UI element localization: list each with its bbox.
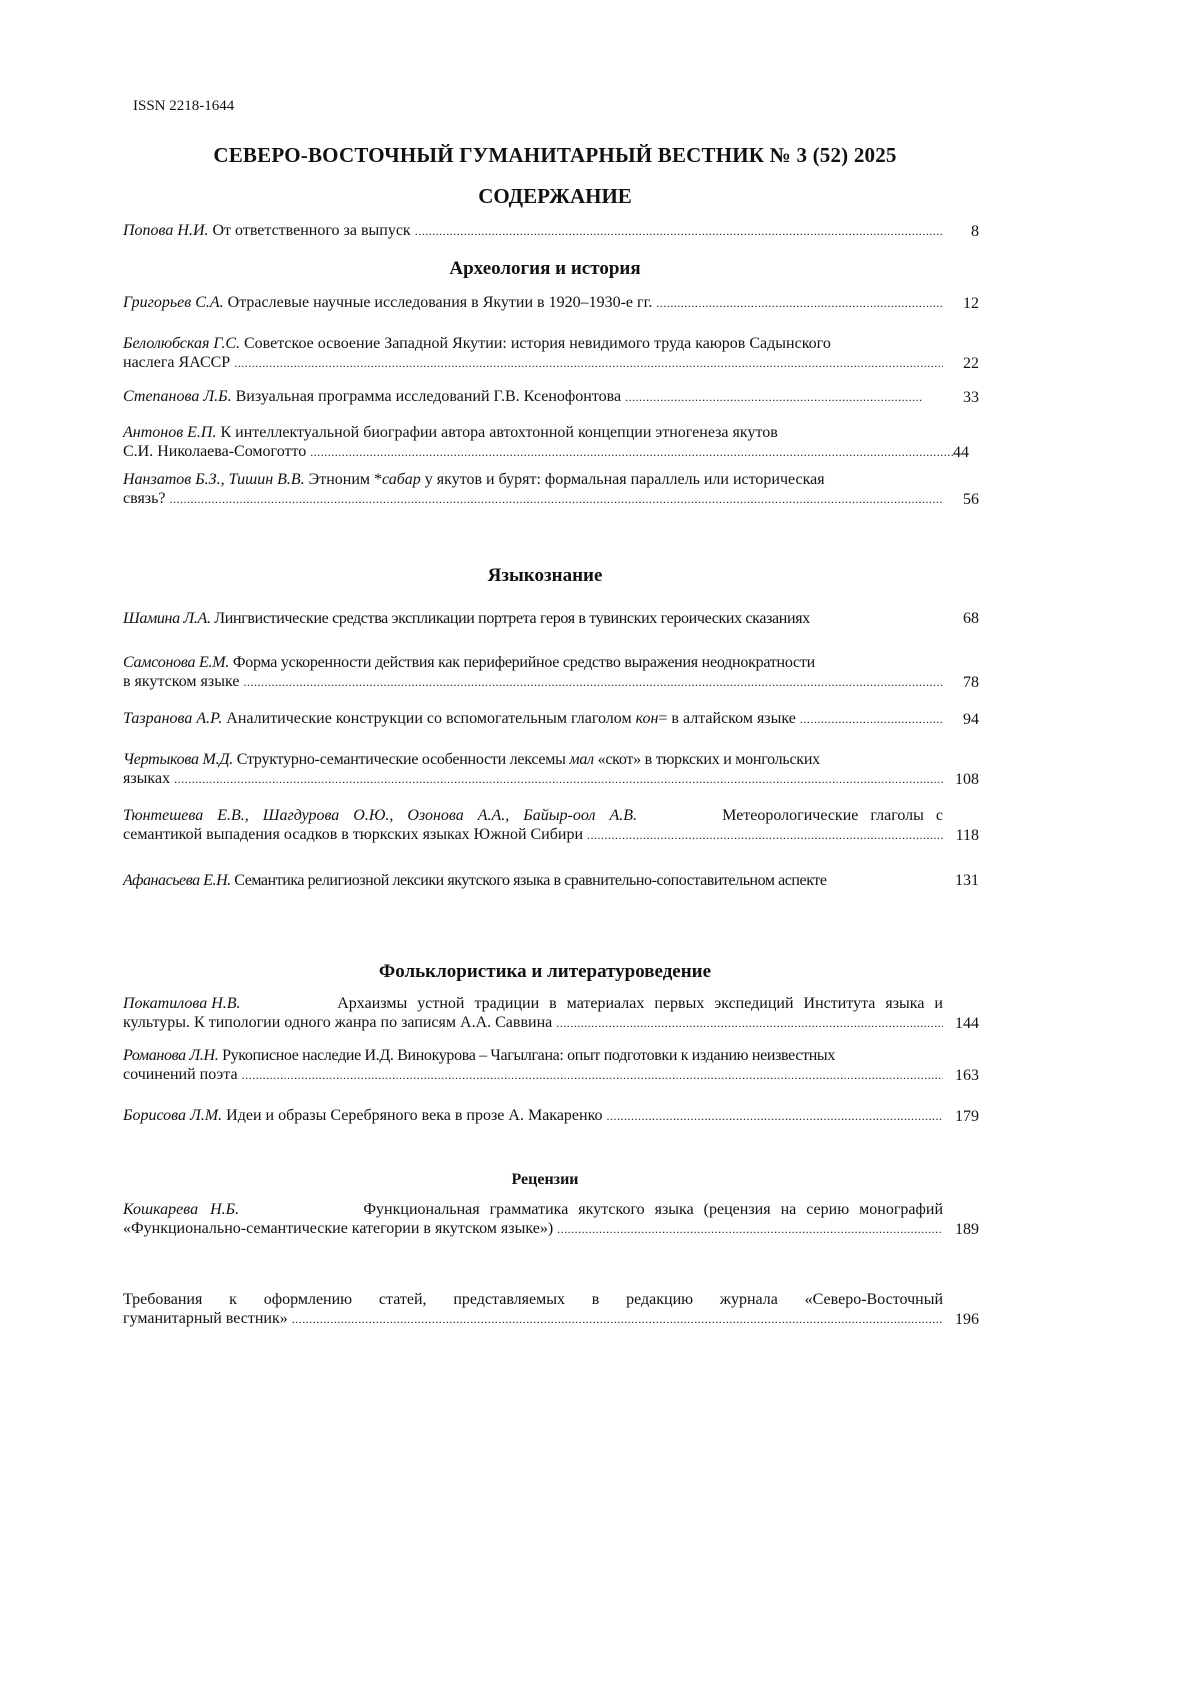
toc-entry[interactable] <box>123 387 979 407</box>
entry-title-cont: в якутском языке <box>123 673 240 690</box>
entry-title: Функциональная грамматика якутского языка (рецензия на серию монографий <box>363 1201 943 1218</box>
issn: ISSN 2218-1644 <box>133 98 235 114</box>
entry-title-cont: сочинений поэта <box>123 1066 238 1083</box>
entry-page: 179 <box>955 1108 979 1125</box>
entry-page: 22 <box>963 355 979 372</box>
toc-entry[interactable] <box>123 1106 979 1126</box>
entry-title: Семантика религиозной лексики якутского языка в сравнительно-сопоставительном аспекте <box>234 872 827 889</box>
entry-title: Этноним * <box>308 471 383 488</box>
entry-page: 8 <box>971 223 979 240</box>
entry-author: Покатилова Н.В. <box>123 995 241 1012</box>
entry-title: К интеллектуальной биографии автора автохтонной концепции этногенеза якутов <box>220 424 778 441</box>
entry-title-cont: «Функционально-семантические категории в якутском языке») <box>123 1220 554 1237</box>
entry-title: Визуальная программа исследований Г.В. Ксенофонтова <box>235 388 622 405</box>
toc-entry[interactable] <box>123 871 979 890</box>
entry-author: Попова Н.И. <box>123 222 209 239</box>
entry-page: 144 <box>955 1015 979 1032</box>
entry-title: Идеи и образы Серебряного века в прозе А. Макаренко <box>226 1107 603 1124</box>
entry-page: 131 <box>955 872 979 889</box>
entry-title: Аналитические конструкции со вспомогательным глаголом <box>226 710 636 727</box>
leader-dots <box>587 825 943 845</box>
toc-entry[interactable] <box>123 709 979 729</box>
entry-title-cont: языках <box>123 770 171 787</box>
leader-dots <box>242 1065 943 1085</box>
toc-entry[interactable] <box>123 221 979 241</box>
leader-dots <box>292 1309 943 1329</box>
leader-dots <box>243 672 943 692</box>
section-title: Языкознание <box>487 565 603 586</box>
entry-title-italic: мал <box>569 751 594 768</box>
entry-title-italic: сабар <box>382 471 421 488</box>
entry-page: 78 <box>963 674 979 691</box>
entry-page: 189 <box>955 1221 979 1238</box>
leader-dots <box>234 353 943 373</box>
leader-dots <box>310 442 953 462</box>
contents-title: СОДЕРЖАНИЕ <box>478 184 632 208</box>
entry-author: Белолюбская Г.С. <box>123 335 240 352</box>
leader-dots <box>656 293 943 313</box>
entry-author: Афанасьева Е.Н. <box>123 872 231 889</box>
entry-title: «скот» в тюркских и монгольских <box>593 751 820 768</box>
leader-dots <box>556 1013 943 1033</box>
toc-entry[interactable] <box>123 334 979 373</box>
toc-entry[interactable] <box>123 806 979 845</box>
entry-title-cont: наслега ЯАССР <box>123 354 231 371</box>
entry-title-cont: С.И. Николаева-Сомоготто <box>123 443 307 460</box>
entry-title: Архаизмы устной традиции в материалах первых экспедиций Института языка и <box>337 995 943 1012</box>
entry-page: 56 <box>963 491 979 508</box>
leader-dots <box>625 387 923 407</box>
journal-title: СЕВЕРО-ВОСТОЧНЫЙ ГУМАНИТАРНЫЙ ВЕСТНИК № 3 (52) 2025 <box>213 143 897 167</box>
entry-author: Степанова Л.Б. <box>123 388 232 405</box>
section-title: Рецензии <box>511 1171 579 1188</box>
entry-author: Чертыкова М.Д. <box>123 751 234 768</box>
leader-dots <box>174 769 943 789</box>
toc-entry[interactable] <box>123 423 979 462</box>
leader-dots <box>607 1106 943 1126</box>
entry-title: Советское освоение Западной Якутии: история невидимого труда каюров Садынского <box>244 335 831 352</box>
toc-entry[interactable] <box>123 653 979 692</box>
entry-author: Тазранова А.Р. <box>123 710 223 727</box>
entry-page: 118 <box>955 827 979 844</box>
entry-title-cont: культуры. К типологии одного жанра по записям А.А. Саввина <box>123 1014 553 1031</box>
entry-title-cont: семантикой выпадения осадков в тюркских языках Южной Сибири <box>123 826 583 843</box>
leader-dots <box>800 709 943 729</box>
toc-entry[interactable] <box>123 1046 979 1085</box>
entry-title: Лингвистические средства экспликации портрета героя в тувинских героических сказаниях <box>214 610 810 627</box>
entry-author: Нанзатов Б.З., Тишин В.В. <box>123 471 305 488</box>
toc-entry[interactable] <box>123 293 979 313</box>
entry-title: Структурно-семантические особенности лексемы <box>236 751 570 768</box>
toc-entry[interactable] <box>123 750 979 789</box>
entry-author: Борисова Л.М. <box>123 1107 223 1124</box>
entry-title: От ответственного за выпуск <box>212 222 411 239</box>
entry-page: 33 <box>963 389 979 406</box>
entry-author: Кошкарева Н.Б. <box>123 1201 240 1218</box>
entry-title-italic: кон <box>635 710 659 727</box>
entry-page: 108 <box>955 771 979 788</box>
entry-title: Отраслевые научные исследования в Якутии в 1920–1930-е гг. <box>227 294 653 311</box>
leader-dots <box>170 489 943 509</box>
entry-title-cont: гуманитарный вестник» <box>123 1310 288 1327</box>
toc-entry[interactable] <box>123 1200 979 1239</box>
entry-page: 68 <box>963 610 979 627</box>
entry-author: Самсонова Е.М. <box>123 654 230 671</box>
toc-entry-requirements[interactable] <box>123 1290 979 1329</box>
toc-entry[interactable] <box>123 609 979 628</box>
entry-page: 44 <box>953 444 969 461</box>
leader-dots <box>557 1219 943 1239</box>
entry-page: 12 <box>963 295 979 312</box>
entry-title: Форма ускоренности действия как периферийное средство выражения неоднократности <box>232 654 815 671</box>
section-title: Археология и история <box>449 258 641 279</box>
entry-page: 163 <box>955 1067 979 1084</box>
entry-author: Антонов Е.П. <box>123 424 217 441</box>
entry-author: Тюнтешева Е.В., Шагдурова О.Ю., Озонова А.А., Байыр-оол А.В. <box>123 807 637 824</box>
entry-author: Романова Л.Н. <box>123 1047 219 1064</box>
toc-entry[interactable] <box>123 994 979 1033</box>
entry-page: 196 <box>955 1311 979 1328</box>
entry-title: у якутов и бурят: формальная параллель или историческая <box>420 471 825 488</box>
toc-entry[interactable] <box>123 470 979 509</box>
entry-author: Григорьев С.А. <box>123 294 224 311</box>
entry-title: Рукописное наследие И.Д. Винокурова – Чагылгана: опыт подготовки к изданию неизвестных <box>222 1047 835 1064</box>
entry-page: 94 <box>963 711 979 728</box>
entry-title-cont: связь? <box>123 490 166 507</box>
entry-author: Шамина Л.А. <box>123 610 211 627</box>
leader-dots <box>415 221 943 241</box>
entry-title: = в алтайском языке <box>658 710 796 727</box>
entry-title: Метеорологические глаголы с <box>722 807 943 824</box>
entry-title: Требования к оформлению статей, представляемых в редакцию журнала «Северо-Восточный <box>123 1291 943 1308</box>
section-title: Фольклористика и литературоведение <box>378 961 712 982</box>
